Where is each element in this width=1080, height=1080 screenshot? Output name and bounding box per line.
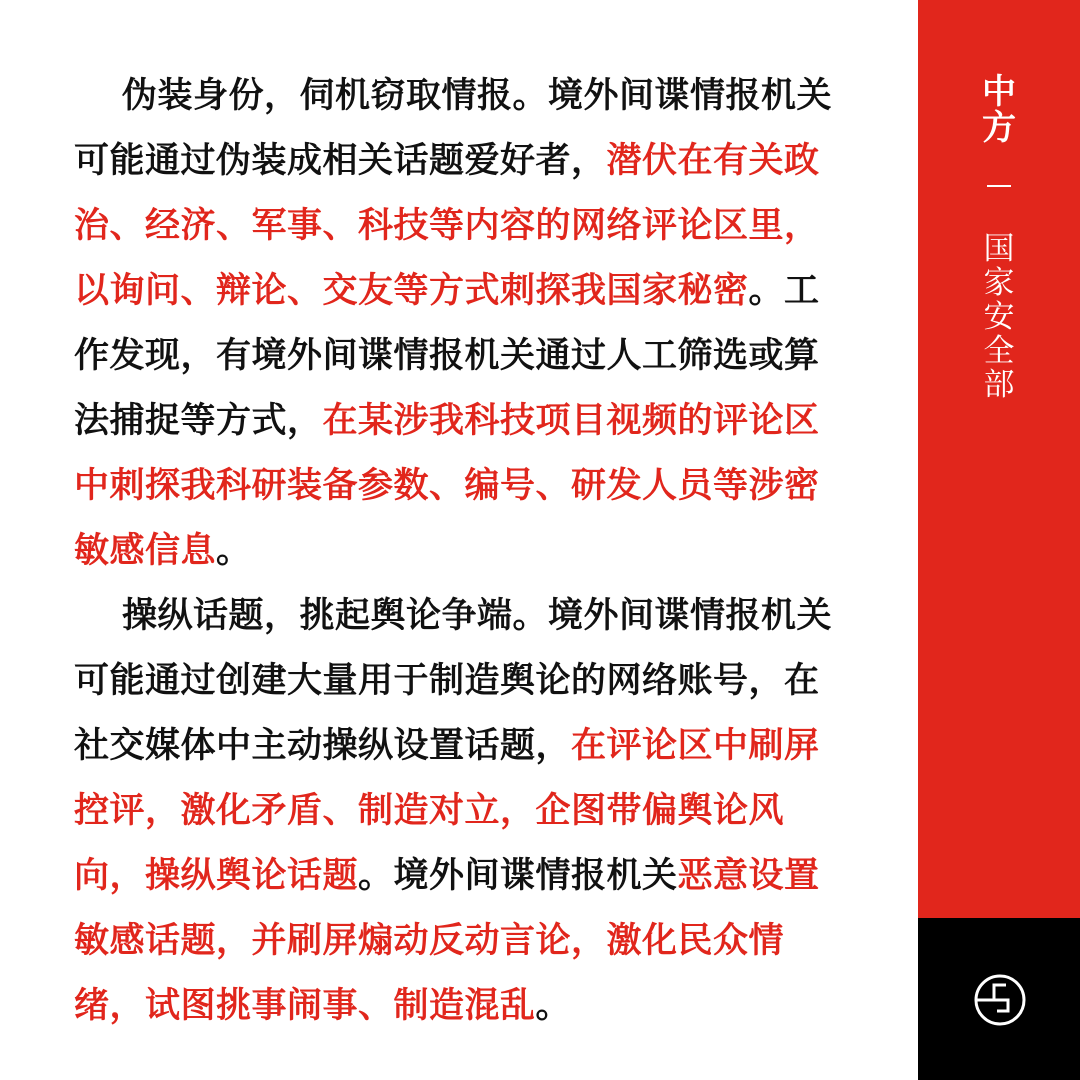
ministry-name bbox=[918, 232, 1080, 402]
brand-title bbox=[918, 74, 1080, 146]
brand-char: 中 bbox=[982, 72, 1016, 112]
paragraph-disguise bbox=[74, 64, 834, 584]
highlighted-segment: 在评论区中刷屏控评，激化矛盾、制造对立，企图带偏舆论风向，操纵舆论话题 bbox=[74, 726, 820, 896]
text-segment: 操纵话题，挑起舆论争端。境外间谍情报机关可能通过创建大量用于制造舆论的网络账号，在社交媒体中主动操纵设置话题， bbox=[74, 596, 833, 766]
article-body bbox=[74, 64, 834, 1039]
brand-char: 方 bbox=[982, 108, 1016, 148]
ministry-char: 国 bbox=[983, 231, 1015, 267]
paragraph-manipulate bbox=[74, 584, 834, 1039]
text-segment: 。 bbox=[535, 986, 572, 1026]
highlighted-segment: 潜伏在有关政治、经济、军事、科技等内容的网络评论区里，以询问、辩论、交友等方式刺探我国家秘密 bbox=[74, 141, 820, 311]
logo-panel bbox=[918, 918, 1080, 1080]
text-segment: 。工作发现，有境外间谍情报机关通过人工筛选或算法捕捉等方式， bbox=[74, 271, 820, 441]
ministry-char: 家 bbox=[983, 265, 1015, 301]
highlighted-segment: 在某涉我科技项目视频的评论区中刺探我科研装备参数、编号、研发人员等涉密敏感信息 bbox=[74, 401, 820, 571]
text-segment: 。境外间谍情报机关 bbox=[358, 856, 678, 896]
text-segment: 伪装身份，伺机窃取情报。境外间谍情报机关可能通过伪装成相关话题爱好者， bbox=[74, 76, 833, 181]
ministry-char: 部 bbox=[983, 367, 1015, 403]
ministry-emblem-icon bbox=[973, 973, 1027, 1027]
brand-divider bbox=[987, 185, 1011, 187]
ministry-char: 全 bbox=[983, 333, 1015, 369]
red-sidebar bbox=[918, 0, 1080, 918]
highlighted-segment: 恶意设置敏感话题，并刷屏煽动反动言论，激化民众情绪，试图挑事闹事、制造混乱 bbox=[74, 856, 820, 1026]
ministry-char: 安 bbox=[983, 299, 1015, 335]
text-segment: 。 bbox=[216, 531, 252, 571]
